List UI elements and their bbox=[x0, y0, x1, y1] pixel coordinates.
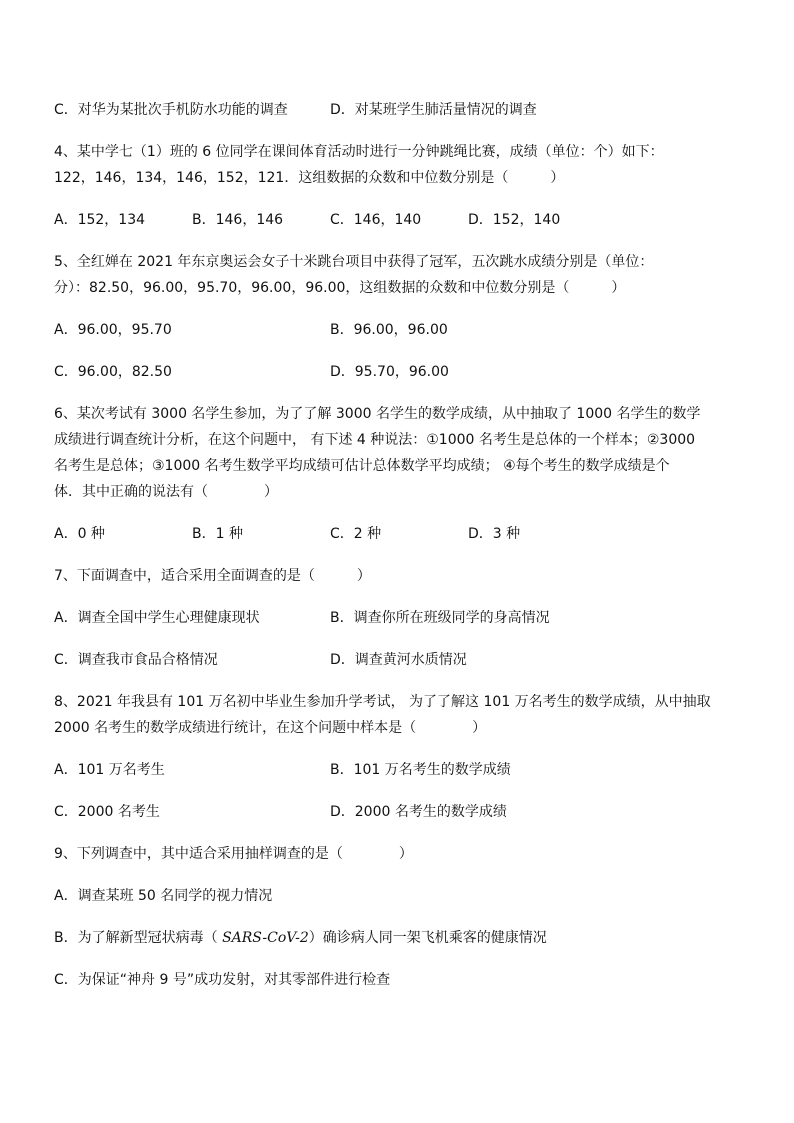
q4-option-b: B．146，146 bbox=[192, 212, 284, 228]
q8-option-c: C．2000 名考生 bbox=[54, 804, 160, 820]
q8-option-b: B．101 万名考生的数学成绩 bbox=[330, 762, 511, 778]
q7-option-c: C．调查我市食品合格情况 bbox=[54, 652, 218, 668]
q6-option-b: B．1 种 bbox=[192, 526, 243, 542]
q6-stem-line4: 体．其中正确的说法有（ ） bbox=[54, 484, 278, 500]
q8-option-a: A．101 万名考生 bbox=[54, 762, 165, 778]
q3-option-c: C．对华为某批次手机防水功能的调查 bbox=[54, 102, 288, 118]
q6-option-c: C．2 种 bbox=[330, 526, 382, 542]
q9-option-b-suffix: ）确诊病人同一架飞机乘客的健康情况 bbox=[308, 930, 547, 946]
q7-option-a: A．调查全国中学生心理健康现状 bbox=[54, 610, 260, 626]
q8-option-d: D．2000 名考生的数学成绩 bbox=[330, 804, 507, 820]
q4-stem-line1: 4、某中学七（1）班的 6 位同学在课间体育活动时进行一分钟跳绳比赛，成绩（单位：个）如下： bbox=[54, 144, 664, 160]
q9-stem-line1: 9、下列调查中，其中适合采用抽样调查的是（ ） bbox=[54, 846, 413, 862]
q6-option-d: D．3 种 bbox=[468, 526, 521, 542]
q9-option-c: C．为保证“神舟 9 号”成功发射，对其零部件进行检查 bbox=[54, 972, 391, 988]
q3-option-d: D．对某班学生肺活量情况的调查 bbox=[330, 102, 537, 118]
q5-option-d: D．95.70，96.00 bbox=[330, 364, 449, 380]
q4-option-c: C．146，140 bbox=[330, 212, 422, 228]
q5-option-c: C．96.00，82.50 bbox=[54, 364, 172, 380]
q4-option-a: A．152，134 bbox=[54, 212, 146, 228]
q9-option-b bbox=[54, 928, 547, 948]
q6-stem-line2: 成绩进行调查统计分析，在这个问题中， 有下述 4 种说法：①1000 名考生是总体的一个样本；②3000 bbox=[54, 432, 696, 448]
q9-option-b-virus-name: SARS-CoV-2 bbox=[222, 930, 309, 946]
q5-option-a: A．96.00，95.70 bbox=[54, 322, 172, 338]
q8-stem-line1: 8、2021 年我县有 101 万名初中毕业生参加升学考试， 为了了解这 101 万名考生的数学成绩，从中抽取 bbox=[54, 694, 711, 710]
q8-stem-line2: 2000 名考生的数学成绩进行统计，在这个问题中样本是（ ） bbox=[54, 720, 487, 736]
q5-stem-line1: 5、全红婵在 2021 年东京奥运会女子十米跳台项目中获得了冠军，五次跳水成绩分别是（单位： bbox=[54, 254, 654, 270]
q9-option-a: A．调查某班 50 名同学的视力情况 bbox=[54, 888, 273, 904]
q6-option-a: A．0 种 bbox=[54, 526, 105, 542]
q7-option-b: B．调查你所在班级同学的身高情况 bbox=[330, 610, 550, 626]
q4-option-d: D．152，140 bbox=[468, 212, 561, 228]
q5-option-b: B．96.00，96.00 bbox=[330, 322, 448, 338]
q5-stem-line2: 分）：82.50，96.00，95.70，96.00，96.00，这组数据的众数和中位数分别是（ ） bbox=[54, 280, 626, 296]
q9-option-b-prefix: B．为了解新型冠状病毒（ bbox=[54, 930, 223, 946]
q6-stem-line3: 名考生是总体；③1000 名考生数学平均成绩可估计总体数学平均成绩； ④每个考生的数学成绩是个 bbox=[54, 458, 670, 474]
q6-stem-line1: 6、某次考试有 3000 名学生参加，为了了解 3000 名学生的数学成绩，从中抽取了 1000 名学生的数学 bbox=[54, 406, 701, 422]
q4-stem-line2: 122，146，134，146，152，121．这组数据的众数和中位数分别是（ ） bbox=[54, 170, 565, 186]
q7-stem-line1: 7、下面调查中，适合采用全面调查的是（ ） bbox=[54, 568, 371, 584]
q7-option-d: D．调查黄河水质情况 bbox=[330, 652, 467, 668]
